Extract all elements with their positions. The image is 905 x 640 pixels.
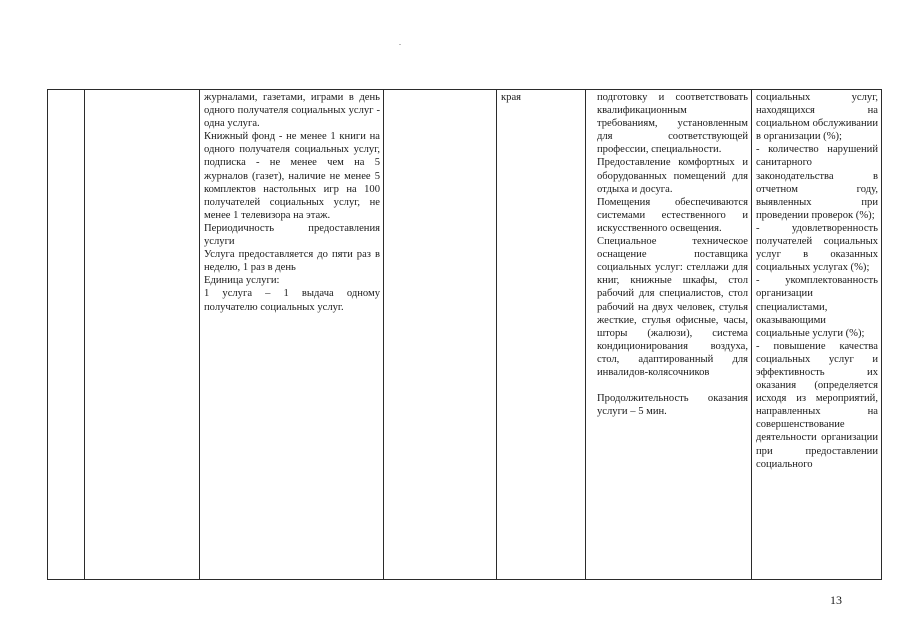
- cell-service-name: [85, 90, 200, 580]
- text-paragraph: Продолжительность оказания услуги – 5 мин.: [597, 393, 748, 418]
- text-paragraph: края: [501, 92, 522, 103]
- text-paragraph: Книжный фонд - не менее 1 книги на одного получателя социальных услуг, подписка - не менее чем на 5 журналов (газет), наличие не менее 5 комплектов настольных игр на 100 получателей социальных услуг, не менее 1 телевизора на этаж.: [204, 131, 380, 221]
- text-paragraph: Услуга предоставляется до пяти раз в неделю, 1 раз в день: [204, 249, 380, 274]
- table-row: [48, 90, 882, 580]
- scan-speck: [399, 44, 401, 45]
- cell-number: [48, 90, 85, 580]
- text-paragraph: - повышение качества социальных услуг и эффективность их оказания (определяется исходя из мероприятий, направленных на совершенствование деятельности организации при предоставлении социального: [756, 340, 878, 470]
- cell-service-description: [200, 90, 384, 580]
- text-paragraph: - укомплектованность организации специалистами, оказывающими социальные услуги (%);: [756, 275, 878, 339]
- text-paragraph: 1 услуга – 1 выдача одному получателю социальных услуг.: [204, 288, 380, 313]
- text-paragraph: социальных услуг, находящихся на социальном обслуживании в организации (%);: [756, 92, 878, 143]
- text-paragraph: Предоставление комфортных и оборудованных помещений для отдыха и досуга.: [597, 157, 748, 195]
- cell-conditions: [586, 90, 752, 580]
- cell-quality-indicators: [752, 90, 882, 580]
- text-paragraph: Специальное техническое оснащение поставщика социальных услуг: стеллажи для книг, книжные шкафы, стол рабочий для специалистов, стол рабочий на двух человек, стулья жесткие, стулья офисные, часы, шторы (жалюзи), система кондиционирования воздуха, стол, адаптированный для инвалидов-колясочников: [597, 236, 748, 378]
- text-paragraph: Единица услуги:: [204, 275, 280, 287]
- text-paragraph: - удовлетворенность получателей социальных услуг в оказанных социальных услугах (%);: [756, 222, 878, 274]
- page-number: 13: [830, 593, 842, 607]
- text-paragraph: подготовку и соответствовать квалификационным требованиям, установленным для соответствующей профессии, специальности.: [597, 92, 748, 156]
- text-paragraph: Периодичность предоставления услуги: [204, 222, 380, 248]
- cell-region: [497, 90, 586, 580]
- cell-tariff: [384, 90, 497, 580]
- text-paragraph: Помещения обеспечиваются системами естественного и искусственного освещения.: [597, 196, 748, 234]
- services-table: [47, 89, 882, 580]
- text-paragraph: журналами, газетами, играми в день одного получателя социальных услуг - одна услуга.: [204, 92, 380, 130]
- text-paragraph: - количество нарушений санитарного законодательства в отчетном году, выявленных при проведении проверок (%);: [756, 144, 878, 221]
